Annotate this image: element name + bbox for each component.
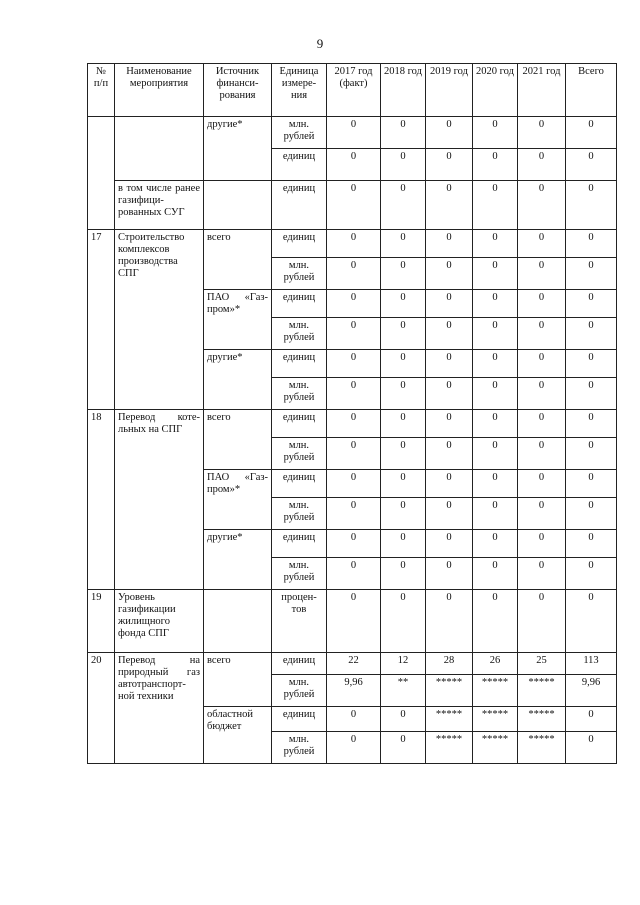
cell-source: ПАО «Газ-пром»* bbox=[204, 290, 272, 350]
cell-value: 0 bbox=[327, 590, 381, 653]
cell-value: ***** bbox=[473, 675, 518, 707]
cell-value: 0 bbox=[327, 258, 381, 290]
cell-unit: единиц bbox=[272, 230, 327, 258]
cell-num: 17 bbox=[88, 230, 115, 410]
cell-value: 28 bbox=[426, 653, 473, 675]
cell-unit: единиц bbox=[272, 181, 327, 230]
cell-value: 0 bbox=[381, 530, 426, 558]
cell-value: 0 bbox=[566, 258, 617, 290]
cell-value: 0 bbox=[566, 438, 617, 470]
cell-unit: млн. рублей bbox=[272, 675, 327, 707]
cell-unit: единиц bbox=[272, 410, 327, 438]
cell-value: 0 bbox=[473, 350, 518, 378]
cell-source: всего bbox=[204, 653, 272, 707]
cell-value: 0 bbox=[473, 230, 518, 258]
cell-num: 19 bbox=[88, 590, 115, 653]
cell-unit: млн. рублей bbox=[272, 438, 327, 470]
cell-unit: млн. рублей bbox=[272, 318, 327, 350]
cell-value: ** bbox=[381, 675, 426, 707]
cell-value: ***** bbox=[426, 732, 473, 764]
cell-value: 0 bbox=[426, 117, 473, 149]
cell-value: 0 bbox=[327, 438, 381, 470]
cell-value: 0 bbox=[381, 498, 426, 530]
cell-source: всего bbox=[204, 410, 272, 470]
page-number: 9 bbox=[316, 36, 324, 51]
cell-value: 0 bbox=[518, 498, 566, 530]
cell-value: 0 bbox=[327, 290, 381, 318]
cell-value: 0 bbox=[473, 318, 518, 350]
cell-value: 0 bbox=[473, 181, 518, 230]
cell-value: 0 bbox=[327, 181, 381, 230]
cell-value: 0 bbox=[327, 318, 381, 350]
cell-source: ПАО «Газ-пром»* bbox=[204, 470, 272, 530]
header-row bbox=[88, 64, 617, 117]
cell-value: 0 bbox=[381, 378, 426, 410]
header-2021: 2021 год bbox=[518, 64, 566, 117]
cell-value: ***** bbox=[426, 675, 473, 707]
cell-value: 0 bbox=[566, 350, 617, 378]
header-name: Наименование мероприятия bbox=[115, 64, 204, 117]
cell-value: 0 bbox=[426, 438, 473, 470]
cell-value: 0 bbox=[381, 732, 426, 764]
cell-value: 0 bbox=[327, 378, 381, 410]
cell-value: 0 bbox=[518, 558, 566, 590]
cell-value: 0 bbox=[518, 378, 566, 410]
cell-value: 0 bbox=[426, 149, 473, 181]
cell-value: 0 bbox=[518, 258, 566, 290]
table-row bbox=[88, 230, 617, 258]
cell-value: 0 bbox=[426, 470, 473, 498]
cell-num: 18 bbox=[88, 410, 115, 590]
cell-value: 0 bbox=[426, 181, 473, 230]
cell-value: 0 bbox=[381, 181, 426, 230]
cell-value: 0 bbox=[566, 230, 617, 258]
cell-value: ***** bbox=[518, 707, 566, 732]
cell-value: 0 bbox=[327, 530, 381, 558]
cell-value: 0 bbox=[327, 117, 381, 149]
cell-value: 0 bbox=[566, 318, 617, 350]
cell-value: 0 bbox=[473, 590, 518, 653]
cell-value: 0 bbox=[566, 470, 617, 498]
cell-value: 0 bbox=[473, 258, 518, 290]
table-row bbox=[88, 117, 617, 149]
header-source: Источник финанси-рования bbox=[204, 64, 272, 117]
cell-value: 0 bbox=[381, 117, 426, 149]
table-row bbox=[88, 410, 617, 438]
cell-value: 0 bbox=[381, 350, 426, 378]
cell-unit: млн. рублей bbox=[272, 732, 327, 764]
cell-value: 9,96 bbox=[327, 675, 381, 707]
cell-unit: единиц bbox=[272, 350, 327, 378]
cell-value: 0 bbox=[518, 318, 566, 350]
cell-value: 0 bbox=[566, 498, 617, 530]
cell-value: 0 bbox=[381, 149, 426, 181]
cell-value: 0 bbox=[381, 470, 426, 498]
cell-value: 0 bbox=[473, 290, 518, 318]
cell-value: 0 bbox=[473, 470, 518, 498]
cell-value: 0 bbox=[518, 470, 566, 498]
cell-value: ***** bbox=[426, 707, 473, 732]
cell-value: 0 bbox=[473, 530, 518, 558]
cell-value: 0 bbox=[566, 410, 617, 438]
cell-value: 0 bbox=[426, 498, 473, 530]
cell-value: 0 bbox=[518, 590, 566, 653]
header-2020: 2020 год bbox=[473, 64, 518, 117]
cell-value: 0 bbox=[381, 258, 426, 290]
cell-value: 0 bbox=[518, 350, 566, 378]
cell-value: 0 bbox=[381, 230, 426, 258]
header-2017: 2017 год (факт) bbox=[327, 64, 381, 117]
table-row bbox=[88, 590, 617, 653]
cell-value: 0 bbox=[566, 181, 617, 230]
cell-value: 0 bbox=[381, 558, 426, 590]
cell-value: 0 bbox=[518, 230, 566, 258]
cell-value: 0 bbox=[426, 258, 473, 290]
cell-value: 22 bbox=[327, 653, 381, 675]
header-2019: 2019 год bbox=[426, 64, 473, 117]
cell-value: 113 bbox=[566, 653, 617, 675]
cell-source: областной бюджет bbox=[204, 707, 272, 764]
header-unit: Единица измере-ния bbox=[272, 64, 327, 117]
cell-value: ***** bbox=[473, 707, 518, 732]
table-row bbox=[88, 181, 617, 230]
cell-name: Уровень газификации жилищного фонда СПГ bbox=[115, 590, 204, 653]
cell-value: 0 bbox=[381, 438, 426, 470]
cell-unit: единиц bbox=[272, 470, 327, 498]
cell-unit: единиц bbox=[272, 290, 327, 318]
cell-value: 0 bbox=[327, 707, 381, 732]
cell-value: 0 bbox=[327, 498, 381, 530]
cell-source bbox=[204, 181, 272, 230]
cell-value: 0 bbox=[566, 149, 617, 181]
header-2018: 2018 год bbox=[381, 64, 426, 117]
cell-value: 0 bbox=[381, 707, 426, 732]
cell-value: 0 bbox=[327, 558, 381, 590]
cell-value: 0 bbox=[566, 732, 617, 764]
cell-name: Перевод на природный газ автотранспорт-ной техники bbox=[115, 653, 204, 764]
cell-name bbox=[115, 117, 204, 181]
cell-value: 0 bbox=[518, 290, 566, 318]
cell-value: 0 bbox=[426, 230, 473, 258]
cell-value: 0 bbox=[327, 732, 381, 764]
cell-unit: млн. рублей bbox=[272, 498, 327, 530]
cell-name: Строительство комплексов производства СПГ bbox=[115, 230, 204, 410]
cell-value: 0 bbox=[426, 558, 473, 590]
cell-value: 0 bbox=[381, 318, 426, 350]
cell-unit: процен-тов bbox=[272, 590, 327, 653]
cell-unit: млн. рублей bbox=[272, 117, 327, 149]
cell-value: 9,96 bbox=[566, 675, 617, 707]
cell-value: 0 bbox=[426, 350, 473, 378]
cell-value: 0 bbox=[566, 378, 617, 410]
cell-value: 0 bbox=[327, 350, 381, 378]
cell-unit: млн. рублей bbox=[272, 258, 327, 290]
cell-value: 0 bbox=[518, 410, 566, 438]
cell-value: 0 bbox=[426, 290, 473, 318]
cell-value: ***** bbox=[518, 675, 566, 707]
cell-value: 0 bbox=[327, 470, 381, 498]
cell-value: 0 bbox=[473, 117, 518, 149]
gasification-program-table bbox=[87, 63, 617, 764]
cell-value: 25 bbox=[518, 653, 566, 675]
cell-value: 0 bbox=[426, 378, 473, 410]
cell-value: 0 bbox=[426, 590, 473, 653]
cell-source: другие* bbox=[204, 530, 272, 590]
table-row bbox=[88, 653, 617, 675]
cell-num bbox=[88, 117, 115, 230]
cell-unit: единиц bbox=[272, 653, 327, 675]
header-num: № п/п bbox=[88, 64, 115, 117]
cell-name: Перевод коте-льных на СПГ bbox=[115, 410, 204, 590]
cell-source: всего bbox=[204, 230, 272, 290]
cell-value: 0 bbox=[426, 318, 473, 350]
header-total: Всего bbox=[566, 64, 617, 117]
cell-source bbox=[204, 590, 272, 653]
cell-value: 0 bbox=[473, 438, 518, 470]
cell-value: 0 bbox=[381, 290, 426, 318]
cell-value: 0 bbox=[473, 498, 518, 530]
cell-value: 0 bbox=[473, 410, 518, 438]
cell-value: ***** bbox=[473, 732, 518, 764]
cell-value: 0 bbox=[566, 530, 617, 558]
cell-value: ***** bbox=[518, 732, 566, 764]
cell-value: 0 bbox=[473, 378, 518, 410]
cell-source: другие* bbox=[204, 117, 272, 181]
cell-num: 20 bbox=[88, 653, 115, 764]
cell-value: 0 bbox=[381, 410, 426, 438]
cell-value: 0 bbox=[518, 117, 566, 149]
cell-value: 0 bbox=[327, 149, 381, 181]
cell-unit: млн. рублей bbox=[272, 378, 327, 410]
cell-value: 0 bbox=[566, 590, 617, 653]
cell-value: 0 bbox=[426, 530, 473, 558]
cell-value: 26 bbox=[473, 653, 518, 675]
cell-value: 0 bbox=[518, 149, 566, 181]
cell-value: 0 bbox=[327, 230, 381, 258]
cell-value: 0 bbox=[381, 590, 426, 653]
cell-value: 0 bbox=[566, 558, 617, 590]
cell-value: 0 bbox=[473, 558, 518, 590]
cell-name: в том числе ранее газифици-рованных СУГ bbox=[115, 181, 204, 230]
cell-value: 0 bbox=[518, 438, 566, 470]
cell-value: 0 bbox=[518, 530, 566, 558]
cell-value: 0 bbox=[518, 181, 566, 230]
cell-unit: единиц bbox=[272, 707, 327, 732]
cell-value: 0 bbox=[566, 707, 617, 732]
cell-value: 0 bbox=[566, 117, 617, 149]
cell-value: 0 bbox=[566, 290, 617, 318]
cell-unit: единиц bbox=[272, 530, 327, 558]
cell-value: 0 bbox=[473, 149, 518, 181]
cell-value: 0 bbox=[327, 410, 381, 438]
cell-unit: млн. рублей bbox=[272, 558, 327, 590]
cell-unit: единиц bbox=[272, 149, 327, 181]
cell-value: 12 bbox=[381, 653, 426, 675]
cell-source: другие* bbox=[204, 350, 272, 410]
cell-value: 0 bbox=[426, 410, 473, 438]
